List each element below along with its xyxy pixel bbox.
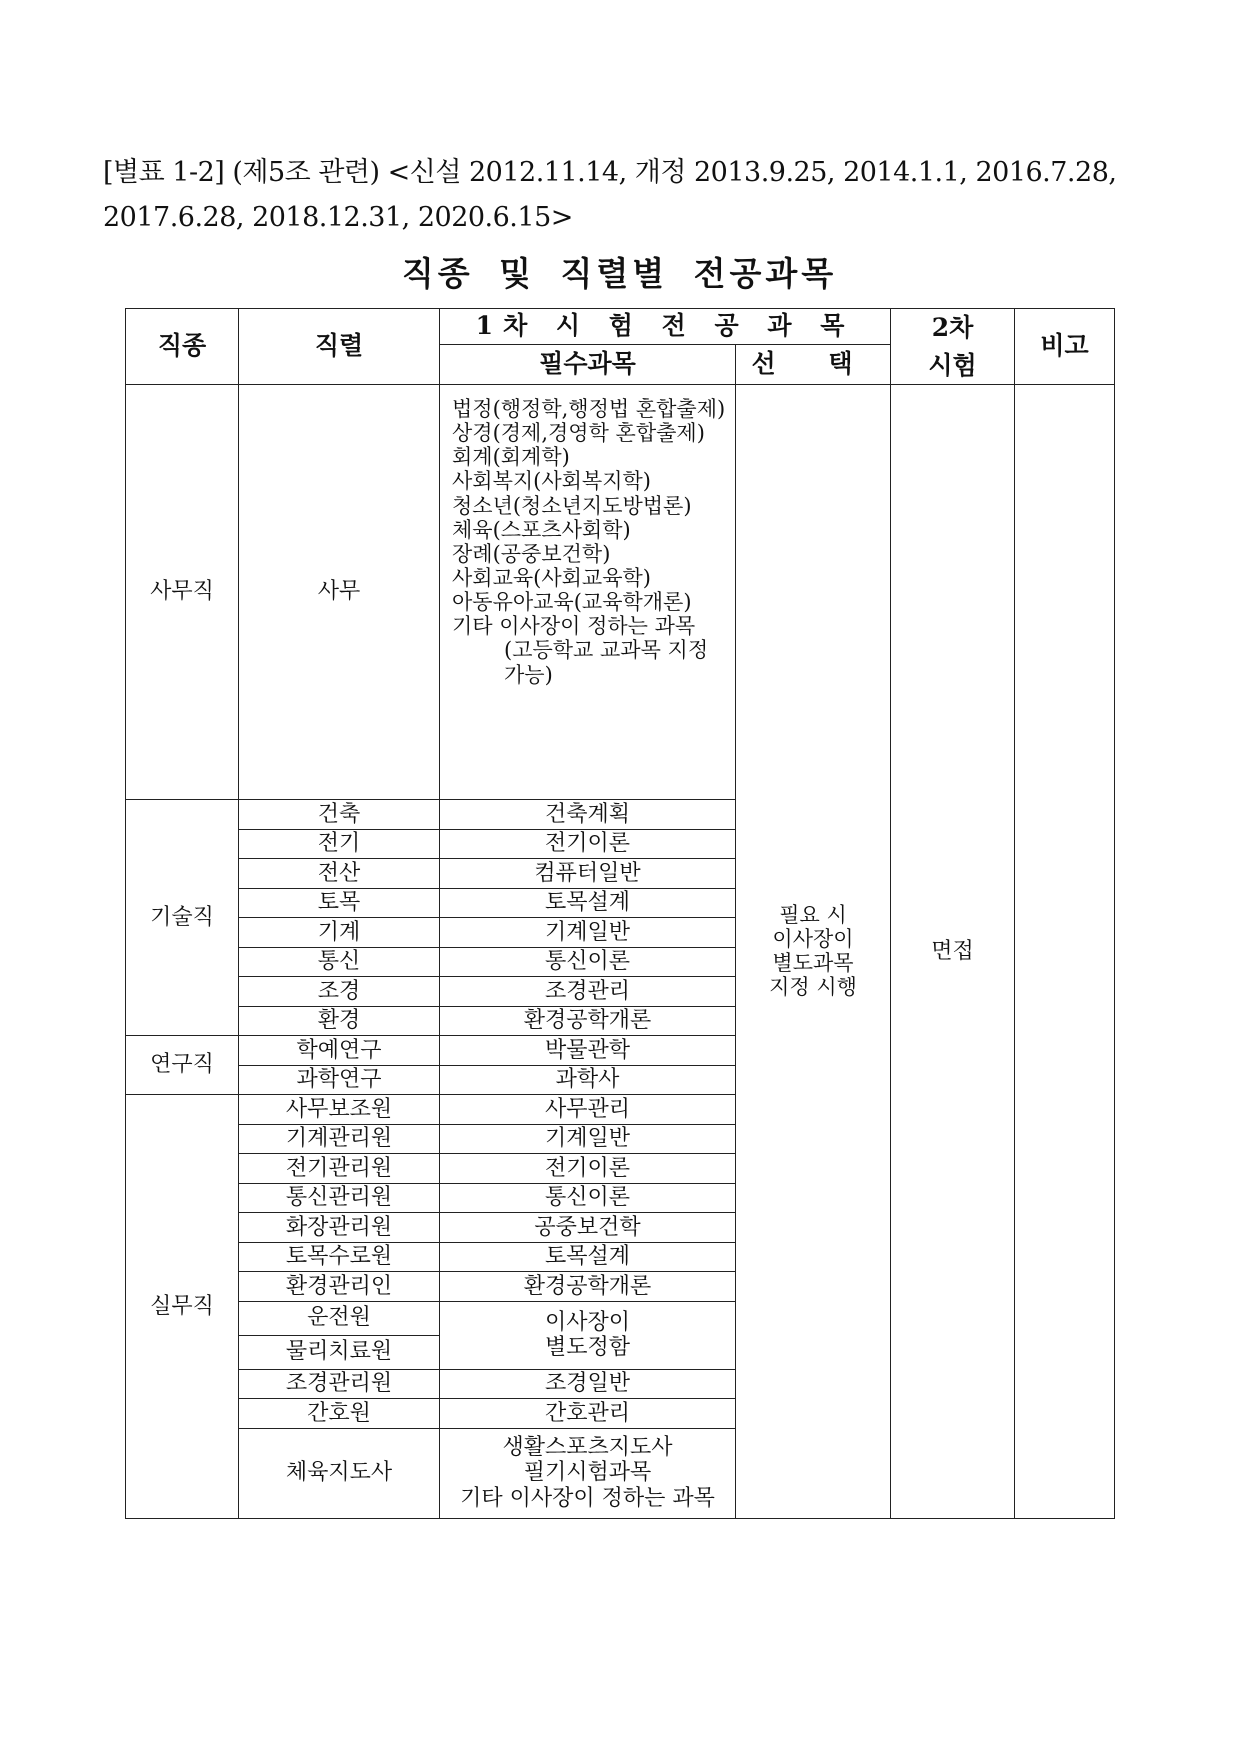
required-subject: 통신이론: [440, 1183, 736, 1213]
required-subject: 환경공학개론: [440, 1006, 736, 1036]
job-series: 운전원: [239, 1301, 440, 1335]
job-series: 전산: [239, 859, 440, 889]
merged-subject-line: 별도정함: [544, 1335, 630, 1360]
office-subject: 사회교육(사회교육학): [452, 565, 651, 590]
header-remarks: 비고: [1015, 309, 1115, 385]
required-subject: 공중보건학: [440, 1213, 736, 1243]
job-series: 토목: [239, 888, 440, 918]
required-subject: 컴퓨터일반: [440, 859, 736, 889]
header-required-subjects: 필수과목: [440, 345, 736, 385]
required-subject-merged: [440, 1301, 736, 1369]
office-subject-list: [440, 385, 736, 800]
job-series: 토목수로원: [239, 1242, 440, 1272]
header-first-exam: 1차 시 험 전 공 과 목: [440, 309, 891, 345]
header-second-exam: 2차 시험: [891, 309, 1015, 385]
job-series: 환경관리인: [239, 1272, 440, 1302]
office-subject-note: 가능): [504, 662, 553, 687]
job-series: 체육지도사: [239, 1428, 440, 1518]
merged-subject-line: 이사장이: [544, 1309, 630, 1335]
office-subject: 기타 이사장이 정하는 과목: [452, 614, 696, 639]
second-exam-interview: 면접: [891, 385, 1015, 1519]
office-subject: 장례(공중보건학): [452, 541, 611, 566]
office-subject: 회계(회계학): [452, 445, 570, 470]
document-title: 직종 및 직렬별 전공과목: [401, 254, 838, 293]
job-series: 간호원: [239, 1399, 440, 1429]
header-job-type: 직종: [126, 309, 239, 385]
elective-line: 지정 시행: [769, 975, 857, 1000]
revision-dates-line: 2017.6.28, 2018.12.31, 2020.6.15>: [103, 202, 573, 233]
job-series: 조경관리원: [239, 1369, 440, 1399]
required-subject: 박물관학: [440, 1036, 736, 1066]
required-subject: 전기이론: [440, 829, 736, 859]
office-subject-note: (고등학교 교과목 지정: [504, 638, 709, 663]
job-type-practical: 실무직: [126, 1095, 239, 1519]
job-series: 사무보조원: [239, 1095, 440, 1125]
required-subject: 간호관리: [440, 1399, 736, 1429]
required-subject: 과학사: [440, 1065, 736, 1095]
required-subject: 통신이론: [440, 947, 736, 977]
elective-line: 필요 시: [779, 902, 847, 927]
header-job-series: 직렬: [239, 309, 440, 385]
required-subject: 환경공학개론: [440, 1272, 736, 1302]
required-subject: 기계일반: [440, 918, 736, 948]
required-subject: 조경일반: [440, 1369, 736, 1399]
job-type-research: 연구직: [126, 1036, 239, 1095]
job-series: 학예연구: [239, 1036, 440, 1066]
job-series: 전기: [239, 829, 440, 859]
required-subject: 조경관리: [440, 977, 736, 1007]
required-subject: 전기이론: [440, 1154, 736, 1184]
job-type-technical: 기술직: [126, 800, 239, 1036]
job-series: 통신관리원: [239, 1183, 440, 1213]
job-series: 기계관리원: [239, 1124, 440, 1154]
required-subject: 기계일반: [440, 1124, 736, 1154]
sports-subject-line: 생활스포츠지도사: [502, 1435, 673, 1461]
job-series: 물리치료원: [239, 1335, 440, 1369]
elective-line: 이사장이: [772, 927, 854, 952]
sports-subject-line: 기타 이사장이 정하는 과목: [460, 1485, 715, 1511]
job-series: 전기관리원: [239, 1154, 440, 1184]
job-series: 기계: [239, 918, 440, 948]
job-series: 통신: [239, 947, 440, 977]
remarks-cell: [1015, 385, 1115, 1519]
job-series: 화장관리원: [239, 1213, 440, 1243]
required-subject: 사무관리: [440, 1095, 736, 1125]
subjects-table: [125, 308, 1115, 1519]
job-series: 조경: [239, 977, 440, 1007]
job-type-office: 사무직: [126, 385, 239, 800]
required-subject-sports: [440, 1428, 736, 1518]
sports-subject-line: 필기시험과목: [523, 1460, 652, 1486]
required-subject: 건축계획: [440, 800, 736, 830]
required-subject: 토목설계: [440, 888, 736, 918]
office-subject: 체육(스포츠사회학): [452, 517, 631, 542]
header-elective: 선 택: [736, 345, 891, 385]
elective-note: [736, 385, 891, 1519]
job-series-office: 사무: [239, 385, 440, 800]
required-subject: 토목설계: [440, 1242, 736, 1272]
office-subject: 법정(행정학,행정법 혼합출제): [452, 397, 726, 421]
office-subject: 사회복지(사회복지학): [452, 469, 651, 494]
job-series: 과학연구: [239, 1065, 440, 1095]
office-subject: 청소년(청소년지도방법론): [452, 493, 692, 518]
job-series: 환경: [239, 1006, 440, 1036]
job-series: 건축: [239, 800, 440, 830]
annex-reference-line: [별표 1-2] (제5조 관련) <신설 2012.11.14, 개정 2013.9.25, 2014.1.1, 2016.7.28,: [103, 157, 1117, 188]
office-subject: 아동유아교육(교육학개론): [452, 590, 692, 615]
office-subject: 상경(경제,경영학 혼합출제): [452, 421, 705, 446]
elective-line: 별도과목: [772, 951, 854, 976]
